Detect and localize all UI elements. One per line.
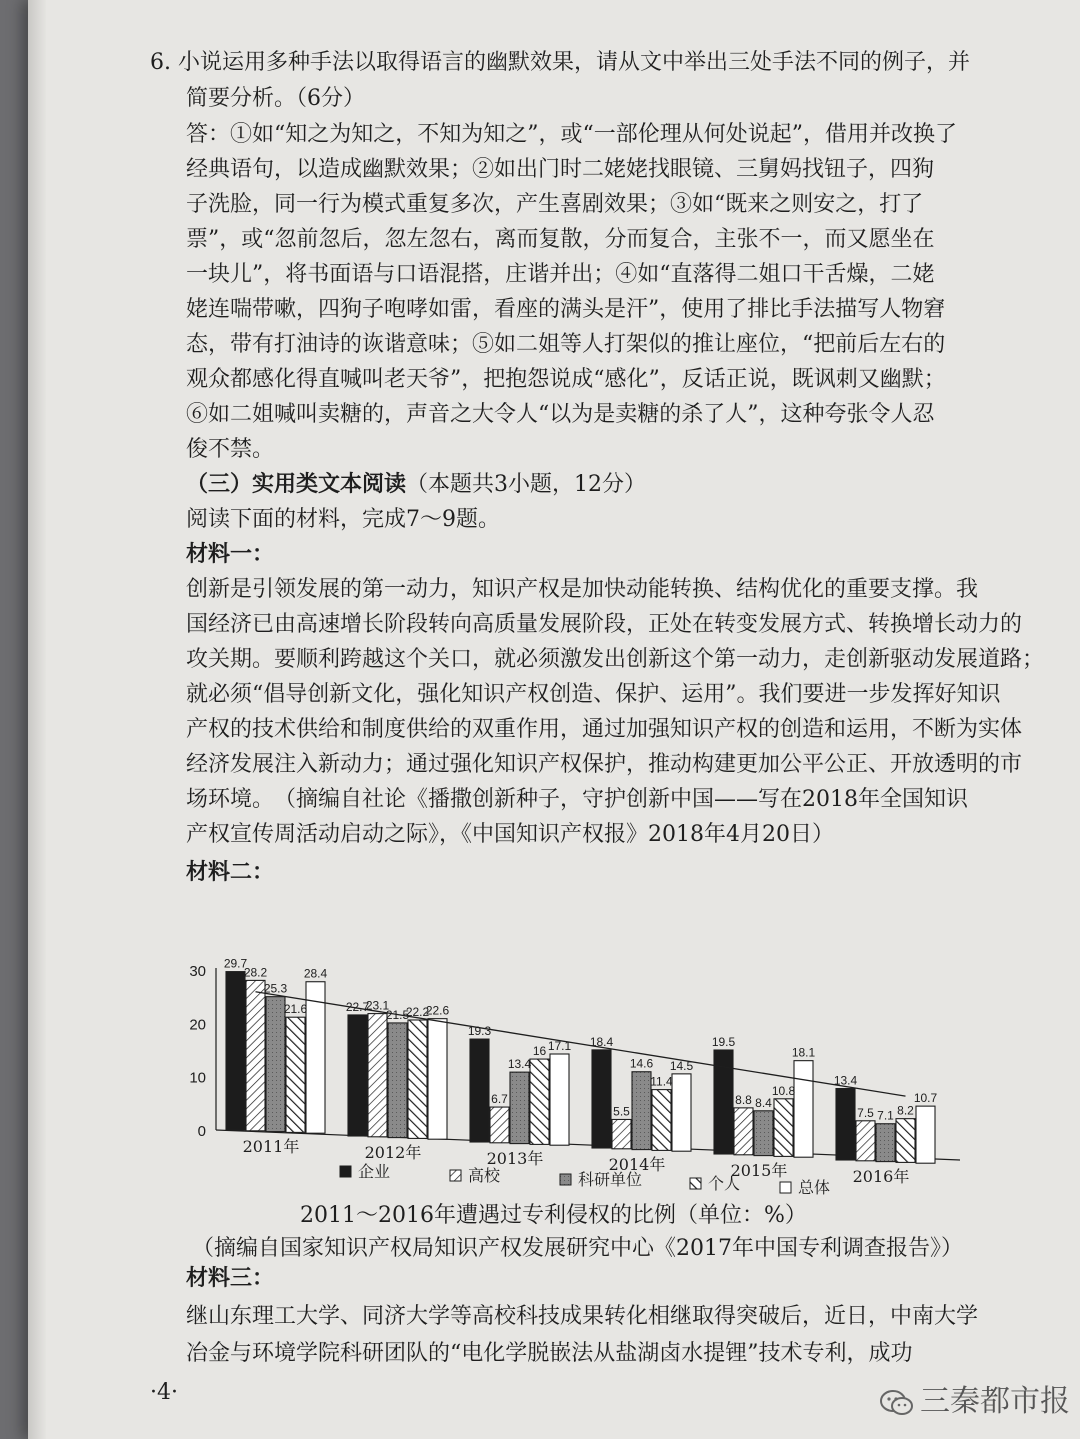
data-label: 21.5 xyxy=(385,1007,410,1022)
bar-总体 xyxy=(916,1106,935,1163)
bar-科研单位 xyxy=(388,1023,407,1138)
bar-科研单位 xyxy=(266,997,285,1132)
legend-label: 科研单位 xyxy=(578,1170,643,1189)
data-label: 19.3 xyxy=(467,1024,492,1039)
y-tick-label: 30 xyxy=(189,963,206,980)
bar-企业 xyxy=(836,1089,855,1160)
material-3-title: 材料三： xyxy=(186,1266,275,1291)
legend-label: 高校 xyxy=(468,1166,501,1185)
q6-line2: 简要分析。（6分） xyxy=(186,86,365,111)
answer-line: 经典语句，以造成幽默效果；②如出门时二姥姥找眼镜、三舅妈找钮子，四狗 xyxy=(186,157,935,182)
answer-line: 观众都感化得直喊叫老天爷”，把抱怨说成“感化”，反话正说，既讽刺又幽默； xyxy=(186,367,946,392)
bar-企业 xyxy=(470,1039,489,1142)
data-label: 13.4 xyxy=(507,1057,532,1072)
data-label: 8.2 xyxy=(897,1103,914,1118)
legend-swatch xyxy=(690,1178,701,1189)
data-label: 14.5 xyxy=(669,1058,694,1073)
data-label: 28.4 xyxy=(303,966,328,981)
data-label: 18.4 xyxy=(589,1034,614,1049)
data-label: 22.2 xyxy=(405,1005,430,1019)
material-3-line: 继山东理工大学、同济大学等高校科技成果转化相继取得突破后，近日，中南大学 xyxy=(186,1304,979,1329)
data-label: 11.4 xyxy=(650,1074,673,1089)
data-label: 19.5 xyxy=(711,1035,736,1049)
material-1-line: 场环境。 （摘编自社论《播撒创新种子，守护创新中国——写在2018年全国知识 xyxy=(186,787,968,812)
bar-总体 xyxy=(672,1074,691,1151)
data-label: 10.7 xyxy=(913,1091,938,1106)
data-label: 13.4 xyxy=(833,1073,858,1088)
category-label: 2012年 xyxy=(364,1143,422,1162)
data-label: 17.1 xyxy=(547,1039,572,1053)
bar-总体 xyxy=(794,1061,813,1158)
bar-企业 xyxy=(592,1050,611,1148)
bar-高校 xyxy=(856,1121,875,1161)
answer-line: 票”，或“忽前忽后，忽左忽右，离而复散，分而复合，主张不一，而又愿坐在 xyxy=(186,227,935,252)
instruction: 阅读下面的材料，完成7～9题。 xyxy=(186,507,500,532)
chart-source: （摘编自国家知识产权局知识产权发展研究中心《2017年中国专利调查报告》） xyxy=(192,1236,963,1261)
material-1-line: 攻关期。要顺利跨越这个关口，就必须激发出创新这个第一动力，走创新驱动发展道路； xyxy=(186,647,1045,672)
legend-label: 总体 xyxy=(798,1178,831,1197)
y-tick-label: 20 xyxy=(189,1016,206,1034)
material-1-line: 经济发展注入新动力；通过强化知识产权保护，推动构建更加公平公正、开放透明的市 xyxy=(186,752,1023,777)
bar-企业 xyxy=(226,972,245,1130)
legend-swatch xyxy=(450,1170,461,1181)
category-label: 2016年 xyxy=(852,1167,910,1186)
bar-个人 xyxy=(286,1017,305,1132)
material-1-title: 材料一： xyxy=(186,542,275,567)
bar-科研单位 xyxy=(510,1072,529,1143)
bar-科研单位 xyxy=(632,1072,651,1150)
data-label: 8.8 xyxy=(735,1092,752,1107)
bar-科研单位 xyxy=(754,1111,773,1156)
legend-swatch xyxy=(780,1182,791,1193)
legend-swatch xyxy=(560,1174,571,1185)
watermark-text: 三秦都市报 xyxy=(920,1384,1070,1419)
data-label: 6.7 xyxy=(491,1092,508,1107)
page-number: ·4· xyxy=(150,1380,178,1405)
category-label: 2011年 xyxy=(242,1137,300,1156)
bar-企业 xyxy=(348,1015,367,1136)
category-label: 2013年 xyxy=(486,1149,544,1168)
answer-line: 态，带有打油诗的诙谐意味；⑤如二姐等人打架似的推让座位，“把前后左右的 xyxy=(186,332,946,357)
data-label: 28.2 xyxy=(243,965,268,980)
bar-高校 xyxy=(734,1108,753,1155)
bar-高校 xyxy=(368,1014,387,1137)
y-tick-label: 0 xyxy=(197,1123,206,1140)
data-label: 8.4 xyxy=(755,1095,772,1110)
data-label: 23.1 xyxy=(365,998,390,1013)
section-heading-title: （三）实用类文本阅读 xyxy=(186,472,407,497)
bar-总体 xyxy=(428,1019,447,1140)
material-3-line: 冶金与环境学院科研团队的“电化学脱嵌法从盐湖卤水提锂”技术专利，成功 xyxy=(186,1341,913,1366)
bar-高校 xyxy=(490,1107,509,1143)
wechat-icon xyxy=(880,1389,914,1417)
page-edge xyxy=(28,0,46,1439)
material-1-line: 产权的技术供给和制度供给的双重作用，通过加强知识产权的创造和运用，不断为实体 xyxy=(186,717,1023,742)
legend-swatch xyxy=(340,1166,351,1177)
data-label: 7.5 xyxy=(857,1105,874,1120)
section-heading xyxy=(186,470,646,500)
data-label: 7.1 xyxy=(877,1108,894,1123)
material-2-title: 材料二： xyxy=(186,860,275,885)
q6-line1: 6. 小说运用多种手法以取得语言的幽默效果，请从文中举出三处手法不同的例子，并 xyxy=(150,50,970,75)
answer-line: 姥连喘带嗽，四狗子咆哮如雷，看座的满头是汗”，使用了排比手法描写人物窘 xyxy=(186,297,946,322)
watermark xyxy=(880,1376,1070,1420)
bar-chart xyxy=(160,940,960,1210)
category-label: 2014年 xyxy=(608,1155,666,1174)
bar-高校 xyxy=(246,980,265,1130)
chart-caption: 2011～2016年遭遇过专利侵权的比例（单位：%） xyxy=(300,1203,807,1228)
data-label: 16 xyxy=(532,1044,547,1059)
answer-line: ⑥如二姐喊叫卖糖的，声音之大令人“以为是卖糖的杀了人”，这种夸张令人忍 xyxy=(186,402,935,427)
data-label: 22.7 xyxy=(345,999,370,1014)
data-label: 10.8 xyxy=(771,1083,796,1098)
data-label: 5.5 xyxy=(613,1104,630,1119)
answer-line: 俊不禁。 xyxy=(186,437,275,462)
legend-label: 企业 xyxy=(358,1162,391,1181)
answer-line: 答：①如“知之为知之，不知为知之”，或“一部伦理从何处说起”，借用并改换了 xyxy=(186,122,957,147)
y-tick-label: 10 xyxy=(189,1069,206,1087)
bar-个人 xyxy=(774,1099,793,1157)
bar-总体 xyxy=(550,1054,569,1145)
answer-line: 一块儿”，将书面语与口语混搭，庄谐并出；④如“直落得二姐口干舌燥，二姥 xyxy=(186,262,935,287)
material-1-line: 国经济已由高速增长阶段转向高质量发展阶段，正处在转变发展方式、转换增长动力的 xyxy=(186,612,1023,637)
bar-个人 xyxy=(530,1059,549,1144)
bar-个人 xyxy=(896,1119,915,1163)
answer-line: 子洗脸，同一行为模式重复多次，产生喜剧效果；③如“既来之则安之，打了 xyxy=(186,192,924,217)
bar-个人 xyxy=(652,1090,671,1151)
data-label: 29.7 xyxy=(223,956,248,971)
data-label: 14.6 xyxy=(629,1056,654,1071)
data-label: 21.6 xyxy=(283,1002,308,1017)
bar-总体 xyxy=(306,982,325,1133)
bar-个人 xyxy=(408,1020,427,1138)
data-label: 25.3 xyxy=(263,981,288,996)
data-label: 22.6 xyxy=(425,1003,450,1018)
bar-科研单位 xyxy=(876,1124,895,1162)
category-label: 2015年 xyxy=(730,1161,788,1180)
bar-高校 xyxy=(612,1119,631,1148)
legend-label: 个人 xyxy=(708,1174,741,1193)
material-1-line: 就必须“倡导创新文化，强化知识产权创造、保护、运用”。我们要进一步发挥好知识 xyxy=(186,682,1001,707)
material-1-line: 创新是引领发展的第一动力，知识产权是加快动能转换、结构优化的重要支撑。我 xyxy=(186,577,979,602)
section-heading-note: （本题共3小题，12分） xyxy=(406,472,647,497)
data-label: 18.1 xyxy=(791,1045,816,1060)
material-1-line: 产权宣传周活动启动之际》，《中国知识产权报》2018年4月20日） xyxy=(186,822,834,847)
